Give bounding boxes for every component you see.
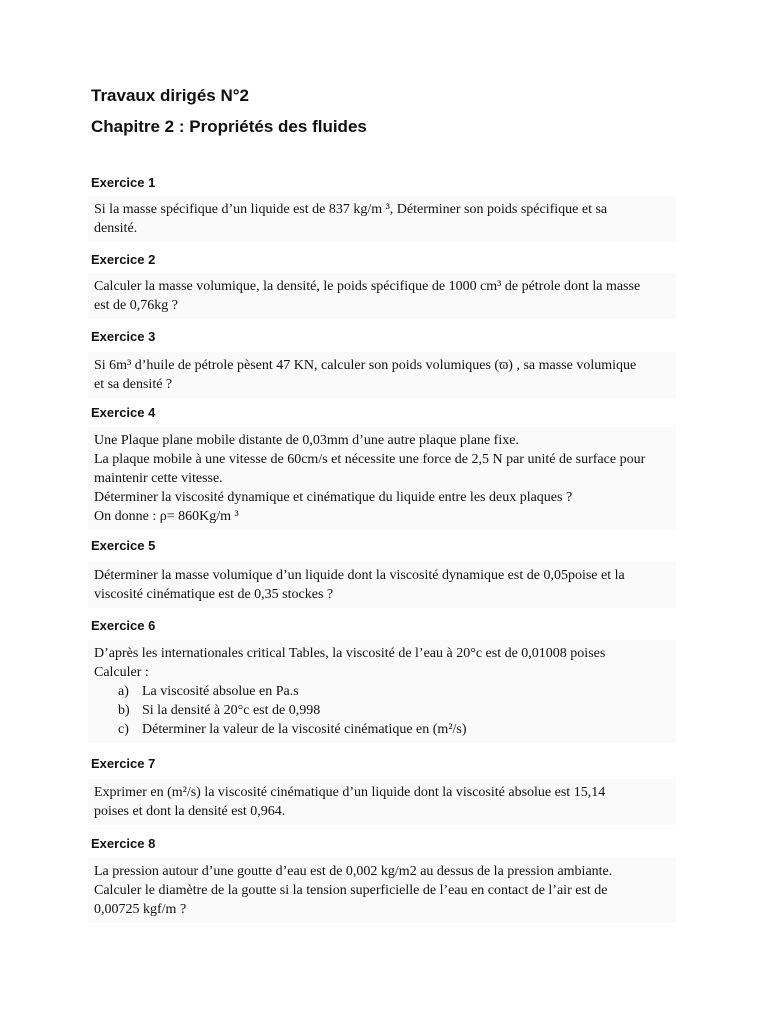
list-item-text: Si la densité à 20°c est de 0,998 <box>142 703 321 718</box>
exercise-6-line-2: Calculer : <box>94 665 149 680</box>
exercise-7-line-2: poises et dont la densité est 0,964. <box>94 804 286 819</box>
exercise-5-statement <box>88 562 676 608</box>
list-marker: c) <box>118 722 129 737</box>
exercise-8-line-2: Calculer le diamètre de la goutte si la tension superficielle de l’eau en contact de l’air est de <box>94 883 608 898</box>
list-item <box>94 682 670 701</box>
exercise-3-line-1: Si 6m³ d’huile de pétrole pèsent 47 KN, calculer son poids volumiques (ϖ) , sa masse volumique <box>94 358 637 373</box>
exercise-1-heading: Exercice 1 <box>91 175 156 190</box>
chapter-title: Chapitre 2 : Propriétés des fluides <box>91 117 367 136</box>
exercise-1-statement <box>88 196 676 242</box>
exercise-2-heading: Exercice 2 <box>91 252 156 267</box>
exercise-8-line-1: La pression autour d’une goutte d’eau est de 0,002 kg/m2 au dessus de la pression ambiante. <box>94 864 613 879</box>
list-marker: a) <box>118 684 129 699</box>
exercise-4-heading: Exercice 4 <box>91 405 156 420</box>
exercise-6-sublist <box>94 682 670 739</box>
exercise-4-line-1: Une Plaque plane mobile distante de 0,03mm d’une autre plaque plane fixe. <box>94 433 519 448</box>
exercise-2-line-1: Calculer la masse volumique, la densité, le poids spécifique de 1000 cm³ de pétrole dont la masse <box>94 279 641 294</box>
exercise-2-statement <box>88 273 676 319</box>
exercise-5-line-1: Déterminer la masse volumique d’un liquide dont la viscosité dynamique est de 0,05poise et la <box>94 568 625 583</box>
exercise-6-statement <box>88 640 676 743</box>
exercise-7-statement <box>88 779 676 825</box>
exercise-4-line-3: maintenir cette vitesse. <box>94 471 223 486</box>
exercise-7-line-1: Exprimer en (m²/s) la viscosité cinématique d’un liquide dont la viscosité absolue est 15,14 <box>94 785 606 800</box>
list-item-text: Déterminer la valeur de la viscosité cinématique en (m²/s) <box>142 722 467 737</box>
exercise-3-statement <box>88 352 676 398</box>
list-marker: b) <box>118 703 130 718</box>
exercise-4-line-5: On donne : ρ= 860Kg/m ³ <box>94 509 239 524</box>
exercise-4-line-4: Déterminer la viscosité dynamique et cinématique du liquide entre les deux plaques ? <box>94 490 573 505</box>
exercise-7-heading: Exercice 7 <box>91 756 156 771</box>
exercise-1-line-2: densité. <box>94 221 138 236</box>
list-item-text: La viscosité absolue en Pa.s <box>142 684 299 699</box>
exercise-8-heading: Exercice 8 <box>91 836 156 851</box>
exercise-5-line-2: viscosité cinématique est de 0,35 stockes ? <box>94 587 334 602</box>
exercise-5-heading: Exercice 5 <box>91 538 156 553</box>
exercise-1-line-1: Si la masse spécifique d’un liquide est de 837 kg/m ³, Déterminer son poids spécifique et sa <box>94 202 608 217</box>
exercise-3-line-2: et sa densité ? <box>94 377 173 392</box>
exercise-3-heading: Exercice 3 <box>91 329 156 344</box>
exercise-2-line-2: est de 0,76kg ? <box>94 298 178 313</box>
exercise-6-heading: Exercice 6 <box>91 618 156 633</box>
exercise-4-line-2: La plaque mobile à une vitesse de 60cm/s et nécessite une force de 2,5 N par unité de surface pour <box>94 452 646 467</box>
list-item <box>94 720 670 739</box>
list-item <box>94 701 670 720</box>
document-title: Travaux dirigés N°2 <box>91 86 249 105</box>
exercise-4-statement <box>88 427 676 530</box>
exercise-8-statement <box>88 858 676 923</box>
exercise-6-line-1: D’après les internationales critical Tables, la viscosité de l’eau à 20°c est de 0,01008 poises <box>94 646 606 661</box>
exercise-8-line-3: 0,00725 kgf/m ? <box>94 902 187 917</box>
